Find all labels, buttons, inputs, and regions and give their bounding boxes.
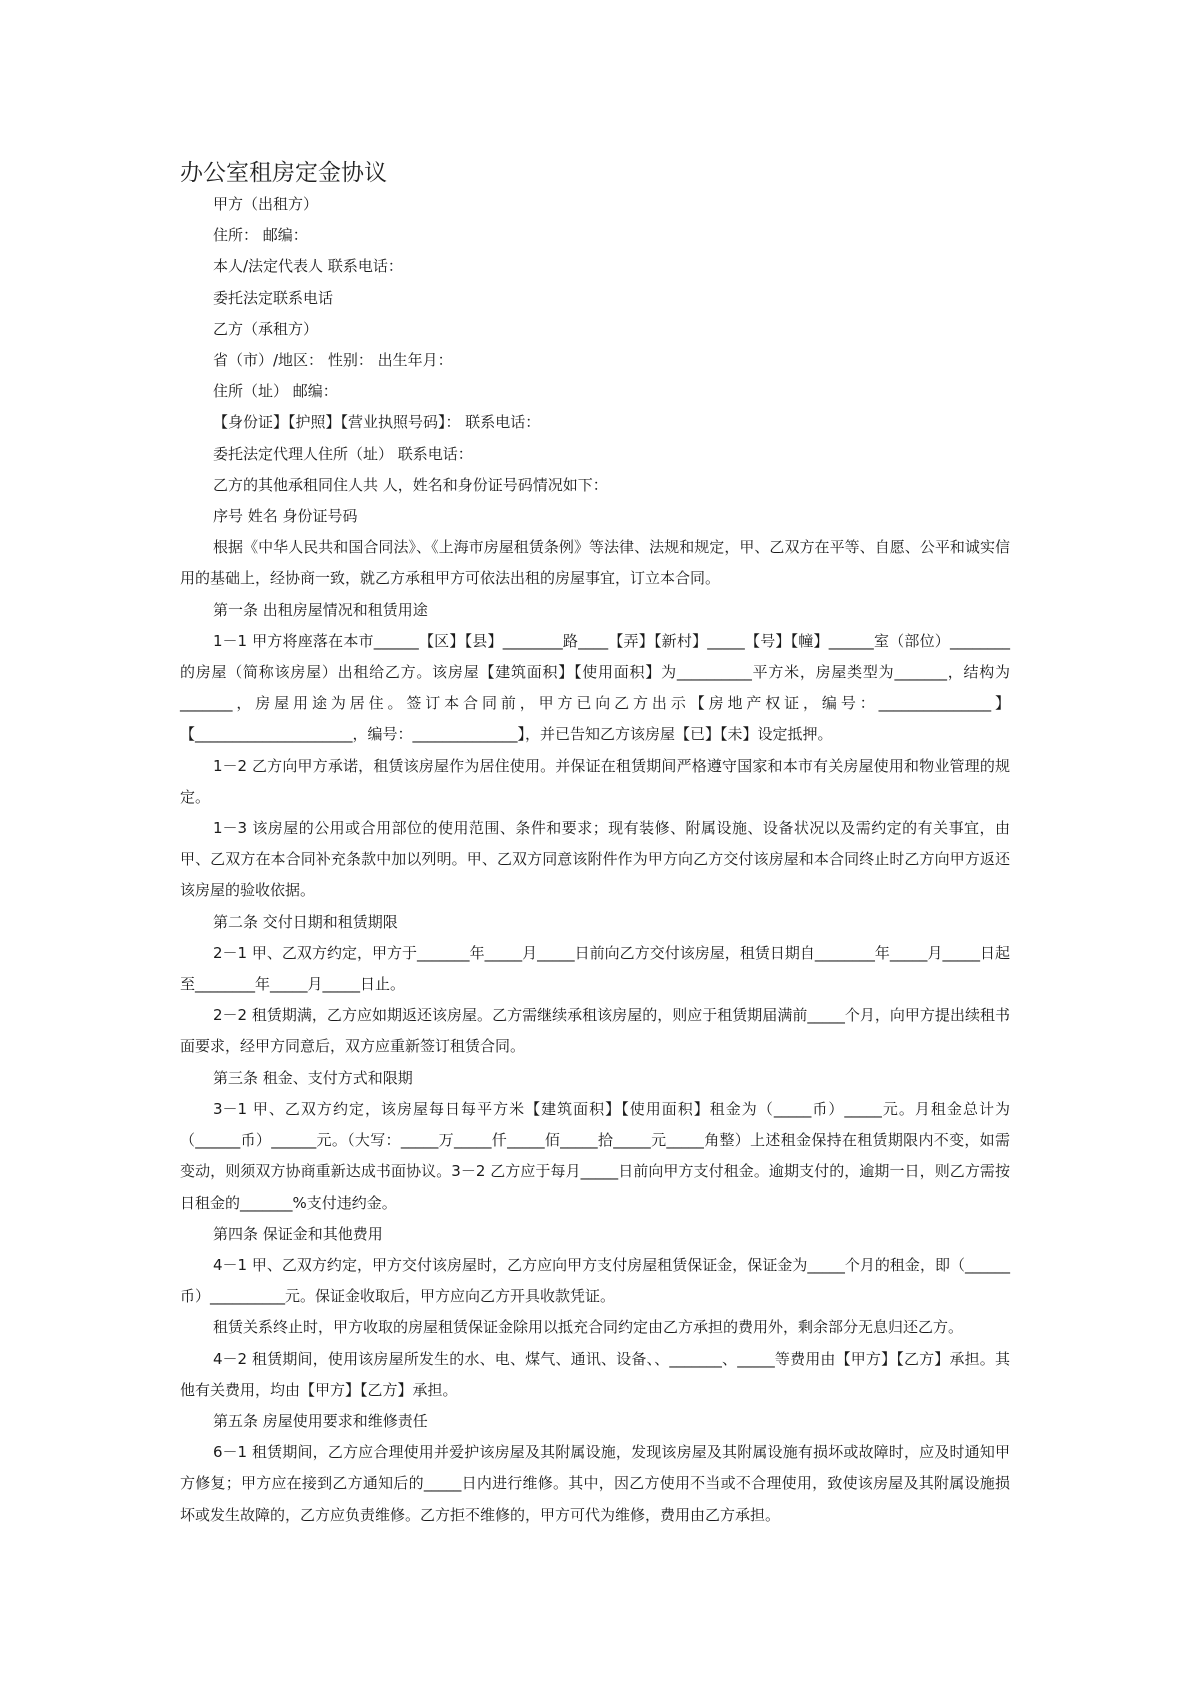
document-title: 办公室租房定金协议 <box>180 160 387 186</box>
contract-paragraph: 住所（址） 邮编： <box>213 382 338 401</box>
co-tenant-table-header: 序号 姓名 身份证号码 <box>213 507 358 526</box>
contract-paragraph: 4－2 租赁期间，使用该房屋所发生的水、电、煤气、通讯、设备、、_______、_____等费用由【甲方】【乙方】承担。其他有关费用，均由【甲方】【乙方】承担。 <box>180 1349 1010 1399</box>
preamble-paragraph: 根据《中华人民共和国合同法》、《上海市房屋租赁条例》等法律、法规和规定，甲、乙双方在平等、自愿、公平和诚实信用的基础上，经协商一致，就乙方承租甲方可依法出租的房屋事宜，订立本合同。 <box>180 538 1010 588</box>
contract-paragraph: 1－2 乙方向甲方承诺，租赁该房屋作为居住使用。并保证在租赁期间严格遵守国家和本市有关房屋使用和物业管理的规定。 <box>180 756 1010 806</box>
contract-paragraph: 4－1 甲、乙双方约定，甲方交付该房屋时，乙方应向甲方支付房屋租赁保证金，保证金为_____个月的租金，即（______币）__________元。保证金收取后，甲方应向乙方开具收款凭证。 <box>180 1255 1010 1306</box>
contract-paragraph: 3－1 甲、乙双方约定，该房屋每日每平方米【建筑面积】【使用面积】租金为（_____币）_____元。月租金总计为（______币）______元。（大写：_____万_____仟_____佰_____拾_____元_____角整）上述租金保持在租赁期限内不变，如需变动，则须双方协商重新达成书面协议。3－2 乙方应于每月_____日前向甲方支付租金。逾期支付的，逾期一日，则乙方需按日租金的_______%支付违约金。 <box>180 1099 1010 1212</box>
article-4-heading: 第四条 保证金和其他费用 <box>213 1224 383 1243</box>
article-3-heading: 第三条 租金、支付方式和限期 <box>213 1068 413 1087</box>
contract-paragraph: 委托法定联系电话 <box>213 288 334 307</box>
article-1-heading: 第一条 出租房屋情况和租赁用途 <box>213 600 428 619</box>
document-body <box>180 189 1010 1531</box>
contract-paragraph: 2－1 甲、乙双方约定，甲方于_______年_____月_____日前向乙方交付该房屋，租赁日期自________年_____月_____日起至________年_____月_____日止。 <box>180 943 1010 994</box>
contract-paragraph: 1－1 甲方将座落在本市______【区】【县】________路____【弄】【新村】_____【号】【幢】______室（部位）________的房屋（简称该房屋）出租给乙方。该房屋【建筑面积】【使用面积】为__________平方米，房屋类型为_______，结构为_______，房屋用途为居住。签订本合同前，甲方已向乙方出示【房地产权证，编号：_______________】【_____________________，编号：______________】，并已告知乙方该房屋【已】【未】设定抵押。 <box>180 631 1010 744</box>
party-b-heading: 乙方（承租方） <box>213 319 319 338</box>
contract-paragraph: 2－2 租赁期满，乙方应如期返还该房屋。乙方需继续承租该房屋的，则应于租赁期届满前_____个月，向甲方提出续租书面要求，经甲方同意后，双方应重新签订租赁合同。 <box>180 1006 1010 1056</box>
contract-paragraph: 租赁关系终止时，甲方收取的房屋租赁保证金除用以抵充合同约定由乙方承担的费用外，剩余部分无息归还乙方。 <box>213 1318 964 1337</box>
contract-paragraph: 1－3 该房屋的公用或合用部位的使用范围、条件和要求；现有装修、附属设施、设备状况以及需约定的有关事宜，由甲、乙双方在本合同补充条款中加以列明。甲、乙双方同意该附件作为甲方向乙方交付该房屋和本合同终止时乙方向甲方返还该房屋的验收依据。 <box>180 819 1010 900</box>
contract-paragraph: 6－1 租赁期间，乙方应合理使用并爱护该房屋及其附属设施，发现该房屋及其附属设施有损坏或故障时，应及时通知甲方修复；甲方应在接到乙方通知后的_____日内进行维修。其中，因乙方使用不当或不合理使用，致使该房屋及其附属设施损坏或发生故障的，乙方应负责维修。乙方拒不维修的，甲方可代为维修，费用由乙方承担。 <box>180 1443 1010 1524</box>
article-5-heading: 第五条 房屋使用要求和维修责任 <box>213 1411 428 1430</box>
article-2-heading: 第二条 交付日期和租赁期限 <box>213 912 398 931</box>
contract-paragraph: 乙方的其他承租同住人共 人，姓名和身份证号码情况如下： <box>213 475 608 494</box>
contract-paragraph: 省（市）/地区： 性别： 出生年月： <box>213 351 453 370</box>
party-a-heading: 甲方（出租方） <box>213 195 319 213</box>
contract-paragraph: 住所： 邮编： <box>213 226 308 245</box>
contract-paragraph: 本人/法定代表人 联系电话： <box>213 257 403 276</box>
contract-paragraph: 【身份证】【护照】【营业执照号码】： 联系电话： <box>213 413 541 432</box>
contract-paragraph: 委托法定代理人住所（址） 联系电话： <box>213 444 473 463</box>
